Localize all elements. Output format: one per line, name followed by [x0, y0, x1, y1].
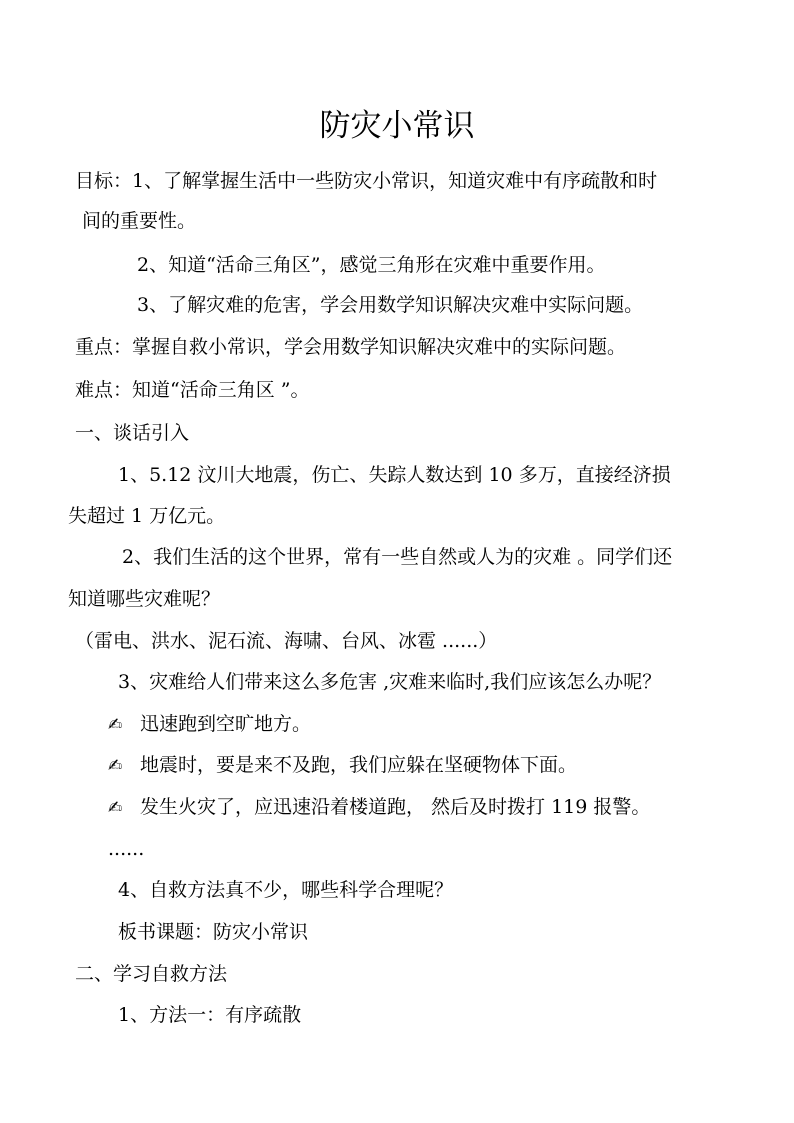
pen-icon: ✍	[108, 715, 123, 735]
key-point: 重点：掌握自救小常识，学会用数学知识解决灾难中的实际问题。	[75, 336, 627, 358]
list-item	[108, 752, 577, 779]
board-title: 板书课题：防灾小常识	[118, 921, 309, 943]
paragraph-2-line-1: 2、我们生活的这个世界，常有一些自然或人为的灾难 。同学们还	[122, 546, 673, 568]
method-1: 1、方法一：有序疏散	[118, 1004, 302, 1026]
bullet-text: 地震时，要是来不及跑，我们应躲在坚硬物体下面。	[140, 754, 578, 776]
section-1-heading: 一、谈话引入	[75, 422, 190, 444]
objective-2: 2、知道“活命三角区”，感觉三角形在灾难中重要作用。	[137, 254, 606, 276]
list-item	[108, 794, 650, 821]
paragraph-2-line-2: 知道哪些灾难呢？	[68, 588, 221, 610]
paragraph-4: 4、自救方法真不少，哪些科学合理呢？	[118, 879, 454, 901]
bullet-text: 迅速跑到空旷地方。	[140, 713, 312, 735]
page-title: 防灾小常识	[319, 108, 475, 144]
objective-1-continued: 间的重要性。	[82, 210, 197, 232]
bullet-text: 发生火灾了，应迅速沿着楼道跑， 然后及时拨打 119 报警。	[140, 796, 651, 818]
paragraph-1-line-1: 1、5.12 汶川大地震，伤亡、失踪人数达到 10 多万，直接经济损	[118, 464, 671, 486]
disaster-examples: （雷电、洪水、泥石流、海啸、台风、冰雹 ......）	[75, 630, 498, 652]
pen-icon: ✍	[108, 756, 123, 776]
pen-icon: ✍	[108, 798, 123, 818]
objective-1: 目标：1、了解掌握生活中一些防灾小常识，知道灾难中有序疏散和时	[75, 170, 658, 192]
list-item	[108, 711, 311, 738]
paragraph-3: 3、灾难给人们带来这么多危害 ,灾难来临时,我们应该怎么办呢？	[118, 671, 662, 693]
objective-3: 3、了解灾难的危害，学会用数学知识解决灾难中实际问题。	[137, 294, 644, 316]
ellipsis: ......	[108, 838, 145, 860]
difficulty: 难点：知道“活命三角区 ”。	[75, 379, 310, 401]
paragraph-1-line-2: 失超过 1 万亿元。	[68, 505, 226, 527]
section-2-heading: 二、学习自救方法	[75, 963, 228, 985]
